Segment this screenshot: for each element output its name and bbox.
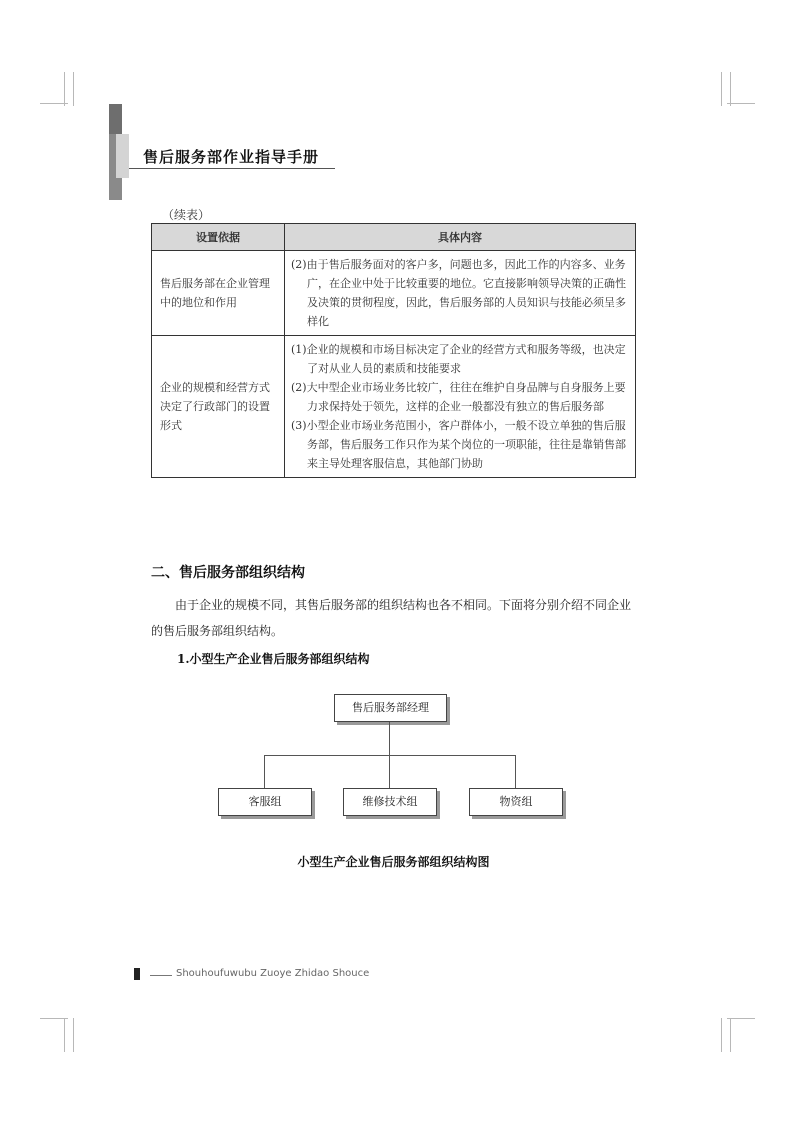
list-item: (2)大中型企业市场业务比较广，往往在维护自身品牌与自身服务上要力求保持处于领先，这样的企业一般都没有独立的售后服务部 [291, 381, 626, 413]
content-table [151, 223, 636, 478]
figure-caption: 小型生产企业售后服务部组织结构图 [297, 855, 490, 869]
crop-mark [730, 1018, 731, 1052]
table-header-row [152, 224, 636, 251]
connector-line [264, 755, 265, 788]
section-title: 二、售后服务部组织结构 [151, 565, 305, 581]
body-paragraph: 由于企业的规模不同，其售后服务部的组织结构也各不相同。下面将分别介绍不同企业的售后服务部组织结构。 [151, 598, 632, 638]
org-child-box: 客服组 [218, 788, 312, 816]
list-item: (1)企业的规模和市场目标决定了企业的经营方式和服务等级，也决定了对从业人员的素质和技能要求 [291, 343, 626, 375]
org-child-box: 物资组 [469, 788, 563, 816]
connector-line [264, 755, 516, 756]
footer-marker [134, 968, 140, 980]
list-item: (2)由于售后服务面对的客户多，问题也多，因此工作的内容多、业务广，在企业中处于比较重要的地位。它直接影响领导决策的正确性及决策的贯彻程度，因此，售后服务部的人员知识与技能必须呈多样化 [291, 258, 626, 328]
crop-mark [730, 72, 731, 106]
basis-cell: 企业的规模和经营方式决定了行政部门的设置形式 [152, 336, 285, 478]
crop-mark [64, 1018, 65, 1052]
subsection-title: 1.小型生产企业售后服务部组织结构 [177, 652, 370, 666]
crop-mark [73, 72, 74, 106]
crop-mark [721, 1018, 722, 1052]
connector-line [389, 755, 390, 788]
crop-mark [73, 1018, 74, 1052]
crop-mark [727, 1018, 755, 1019]
table-row [152, 251, 636, 336]
org-root-box: 售后服务部经理 [334, 694, 447, 722]
basis-cell: 售后服务部在企业管理中的地位和作用 [152, 251, 285, 336]
content-cell [285, 251, 636, 336]
header-bar-top [109, 104, 122, 134]
connector-line [515, 755, 516, 788]
crop-mark [64, 72, 65, 106]
continuation-label: （续表） [162, 208, 211, 222]
connector-line [389, 722, 390, 755]
running-header: 售后服务部作业指导手册 [143, 148, 320, 166]
column-header: 设置依据 [152, 224, 285, 251]
column-header: 具体内容 [285, 224, 636, 251]
footer-dash [150, 975, 172, 976]
content-cell [285, 336, 636, 478]
footer-text: Shouhoufuwubu Zuoye Zhidao Shouce [176, 968, 370, 979]
list-item: (3)小型企业市场业务范围小，客户群体小，一般不设立单独的售后服务部，售后服务工作只作为某个岗位的一项职能，往往是靠销售部来主导处理客服信息，其他部门协助 [291, 419, 626, 470]
header-bar-accent [116, 134, 129, 178]
org-child-box: 维修技术组 [343, 788, 437, 816]
table-row [152, 336, 636, 478]
crop-mark [721, 72, 722, 106]
header-rule [129, 168, 335, 169]
crop-mark [727, 103, 755, 104]
